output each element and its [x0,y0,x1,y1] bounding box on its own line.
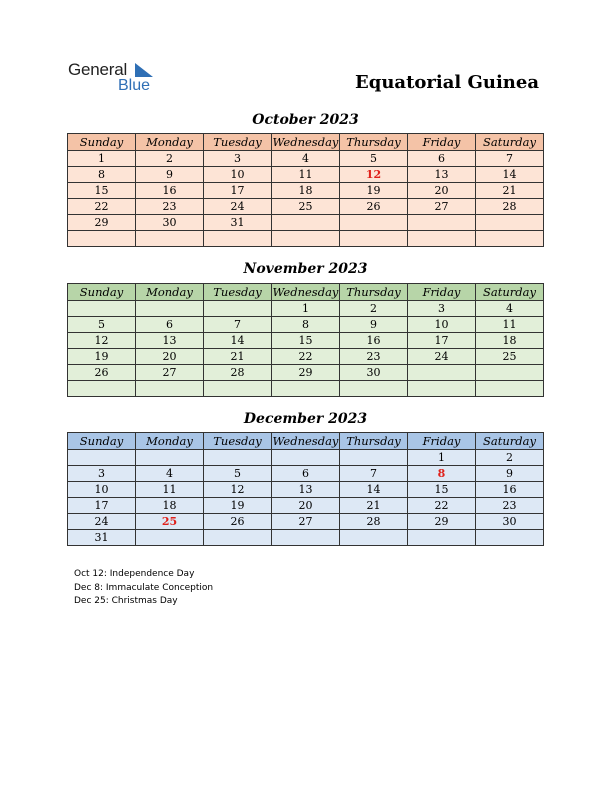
day-cell: 16 [136,183,204,199]
day-cell: 14 [476,167,544,183]
day-cell [340,231,408,247]
week-row [68,514,544,530]
day-cell [68,381,136,397]
day-cell: 3 [204,151,272,167]
day-cell: 28 [476,199,544,215]
day-cell: 10 [204,167,272,183]
weekday-header: Wednesday [272,135,339,149]
day-cell [408,215,476,231]
day-cell: 19 [68,349,136,365]
day-cell: 26 [68,365,136,381]
week-row [68,151,544,167]
day-cell: 13 [272,482,340,498]
logo [68,60,168,96]
week-row [68,183,544,199]
day-cell: 28 [340,514,408,530]
calendar-table-nov [67,283,544,397]
holiday-note: Dec 8: Immaculate Conception [74,582,214,593]
day-cell [204,231,272,247]
day-cell: 1 [408,450,476,466]
day-cell [272,381,340,397]
week-row [68,301,544,317]
day-cell: 4 [136,466,204,482]
weekday-header: Tuesday [204,284,272,301]
weekday-header-row [68,433,544,450]
day-cell: 7 [204,317,272,333]
day-cell: 22 [408,498,476,514]
week-row [68,167,544,183]
day-cell: 23 [340,349,408,365]
day-cell: 27 [408,199,476,215]
day-cell: 30 [136,215,204,231]
day-cell: 24 [68,514,136,530]
logo-triangle-icon [135,63,153,77]
day-cell: 29 [272,365,340,381]
page-title: Equatorial Guinea [355,72,539,93]
weekday-header: Tuesday [204,433,272,450]
day-cell: 21 [476,183,544,199]
week-row [68,215,544,231]
weekday-header-row [68,134,544,151]
day-cell: 20 [408,183,476,199]
day-cell [408,365,476,381]
day-cell [68,301,136,317]
day-cell: 22 [272,349,340,365]
day-cell: 4 [476,301,544,317]
week-row [68,450,544,466]
day-cell: 4 [272,151,340,167]
week-row [68,381,544,397]
day-cell [204,450,272,466]
day-cell: 18 [272,183,340,199]
weekday-header: Saturday [476,134,544,151]
day-cell: 3 [408,301,476,317]
weekday-header: Tuesday [204,134,272,151]
day-cell: 28 [204,365,272,381]
day-cell [340,381,408,397]
day-cell [476,365,544,381]
day-cell: 8 [68,167,136,183]
month-title: October 2023 [252,112,359,128]
day-cell: 23 [136,199,204,215]
day-cell [340,215,408,231]
weekday-header: Friday [408,433,476,450]
day-cell: 17 [68,498,136,514]
day-cell [136,231,204,247]
week-row [68,498,544,514]
day-cell: 11 [272,167,340,183]
day-cell: 30 [476,514,544,530]
day-cell: 18 [136,498,204,514]
day-cell: 10 [408,317,476,333]
day-cell [204,381,272,397]
day-cell: 7 [340,466,408,482]
day-cell [68,231,136,247]
month-title: December 2023 [243,411,368,427]
week-row [68,349,544,365]
day-cell [476,215,544,231]
day-cell: 2 [340,301,408,317]
day-cell: 11 [476,317,544,333]
week-row [68,530,544,546]
day-cell [136,381,204,397]
holiday-notes [74,568,213,609]
day-cell: 12 [68,333,136,349]
day-cell: 26 [340,199,408,215]
weekday-header: Thursday [340,433,408,450]
weekday-header: Monday [136,433,204,450]
month-title: November 2023 [243,261,368,277]
day-cell: 25 [272,199,340,215]
day-cell: 30 [340,365,408,381]
day-cell [136,530,204,546]
weekday-header: Monday [136,284,204,301]
day-cell: 31 [204,215,272,231]
day-cell: 7 [476,151,544,167]
day-cell: 13 [408,167,476,183]
day-cell: 16 [340,333,408,349]
day-cell: 5 [340,151,408,167]
day-cell [136,450,204,466]
day-cell: 6 [272,466,340,482]
weekday-header: Thursday [340,284,408,301]
day-cell: 8 [408,466,476,482]
week-row [68,466,544,482]
day-cell: 14 [340,482,408,498]
week-row [68,317,544,333]
day-cell: 20 [136,349,204,365]
day-cell [408,231,476,247]
day-cell: 6 [136,317,204,333]
day-cell: 3 [68,466,136,482]
day-cell: 15 [68,183,136,199]
week-row [68,231,544,247]
day-cell: 23 [476,498,544,514]
weekday-header: Wednesday [272,285,339,299]
day-cell: 9 [136,167,204,183]
holiday-note: Dec 25: Christmas Day [74,596,178,606]
day-cell: 31 [68,530,136,546]
day-cell: 12 [204,482,272,498]
day-cell: 5 [68,317,136,333]
day-cell [476,381,544,397]
day-cell [136,301,204,317]
day-cell [272,215,340,231]
day-cell: 20 [272,498,340,514]
day-cell: 10 [68,482,136,498]
day-cell: 18 [476,333,544,349]
weekday-header: Monday [136,134,204,151]
day-cell: 25 [476,349,544,365]
weekday-header: Friday [408,284,476,301]
weekday-header: Saturday [476,433,544,450]
day-cell: 27 [272,514,340,530]
day-cell: 24 [408,349,476,365]
day-cell [476,231,544,247]
day-cell: 12 [340,167,408,183]
day-cell [408,530,476,546]
weekday-header: Sunday [68,284,136,301]
day-cell: 2 [136,151,204,167]
calendar-table-oct [67,133,544,247]
day-cell: 22 [68,199,136,215]
day-cell: 6 [408,151,476,167]
day-cell: 24 [204,199,272,215]
day-cell [476,530,544,546]
day-cell: 29 [68,215,136,231]
week-row [68,365,544,381]
weekday-header: Saturday [476,284,544,301]
calendar-table-dec [67,432,544,546]
weekday-header: Thursday [340,134,408,151]
day-cell [204,530,272,546]
day-cell: 29 [408,514,476,530]
logo-text-general: General [68,60,128,79]
day-cell: 16 [476,482,544,498]
day-cell [340,530,408,546]
day-cell: 15 [272,333,340,349]
day-cell: 26 [204,514,272,530]
weekday-header: Friday [408,134,476,151]
day-cell: 5 [204,466,272,482]
day-cell: 19 [340,183,408,199]
week-row [68,199,544,215]
day-cell [272,231,340,247]
day-cell: 9 [476,466,544,482]
logo-text-blue: Blue [118,77,151,94]
day-cell [408,381,476,397]
day-cell [68,450,136,466]
weekday-header: Wednesday [272,434,339,448]
day-cell: 17 [204,183,272,199]
day-cell: 9 [340,317,408,333]
day-cell: 1 [68,151,136,167]
day-cell: 2 [476,450,544,466]
day-cell: 17 [408,333,476,349]
day-cell: 13 [136,333,204,349]
day-cell: 19 [204,498,272,514]
holiday-note: Oct 12: Independence Day [74,569,195,579]
day-cell [272,530,340,546]
day-cell: 15 [408,482,476,498]
weekday-header: Sunday [68,134,136,151]
day-cell: 1 [272,301,340,317]
day-cell [272,450,340,466]
day-cell: 14 [204,333,272,349]
weekday-header: Sunday [68,433,136,450]
day-cell [204,301,272,317]
day-cell: 21 [204,349,272,365]
weekday-header-row [68,284,544,301]
day-cell: 11 [136,482,204,498]
day-cell: 27 [136,365,204,381]
day-cell: 21 [340,498,408,514]
week-row [68,333,544,349]
day-cell: 25 [136,514,204,530]
week-row [68,482,544,498]
day-cell [340,450,408,466]
day-cell: 8 [272,317,340,333]
